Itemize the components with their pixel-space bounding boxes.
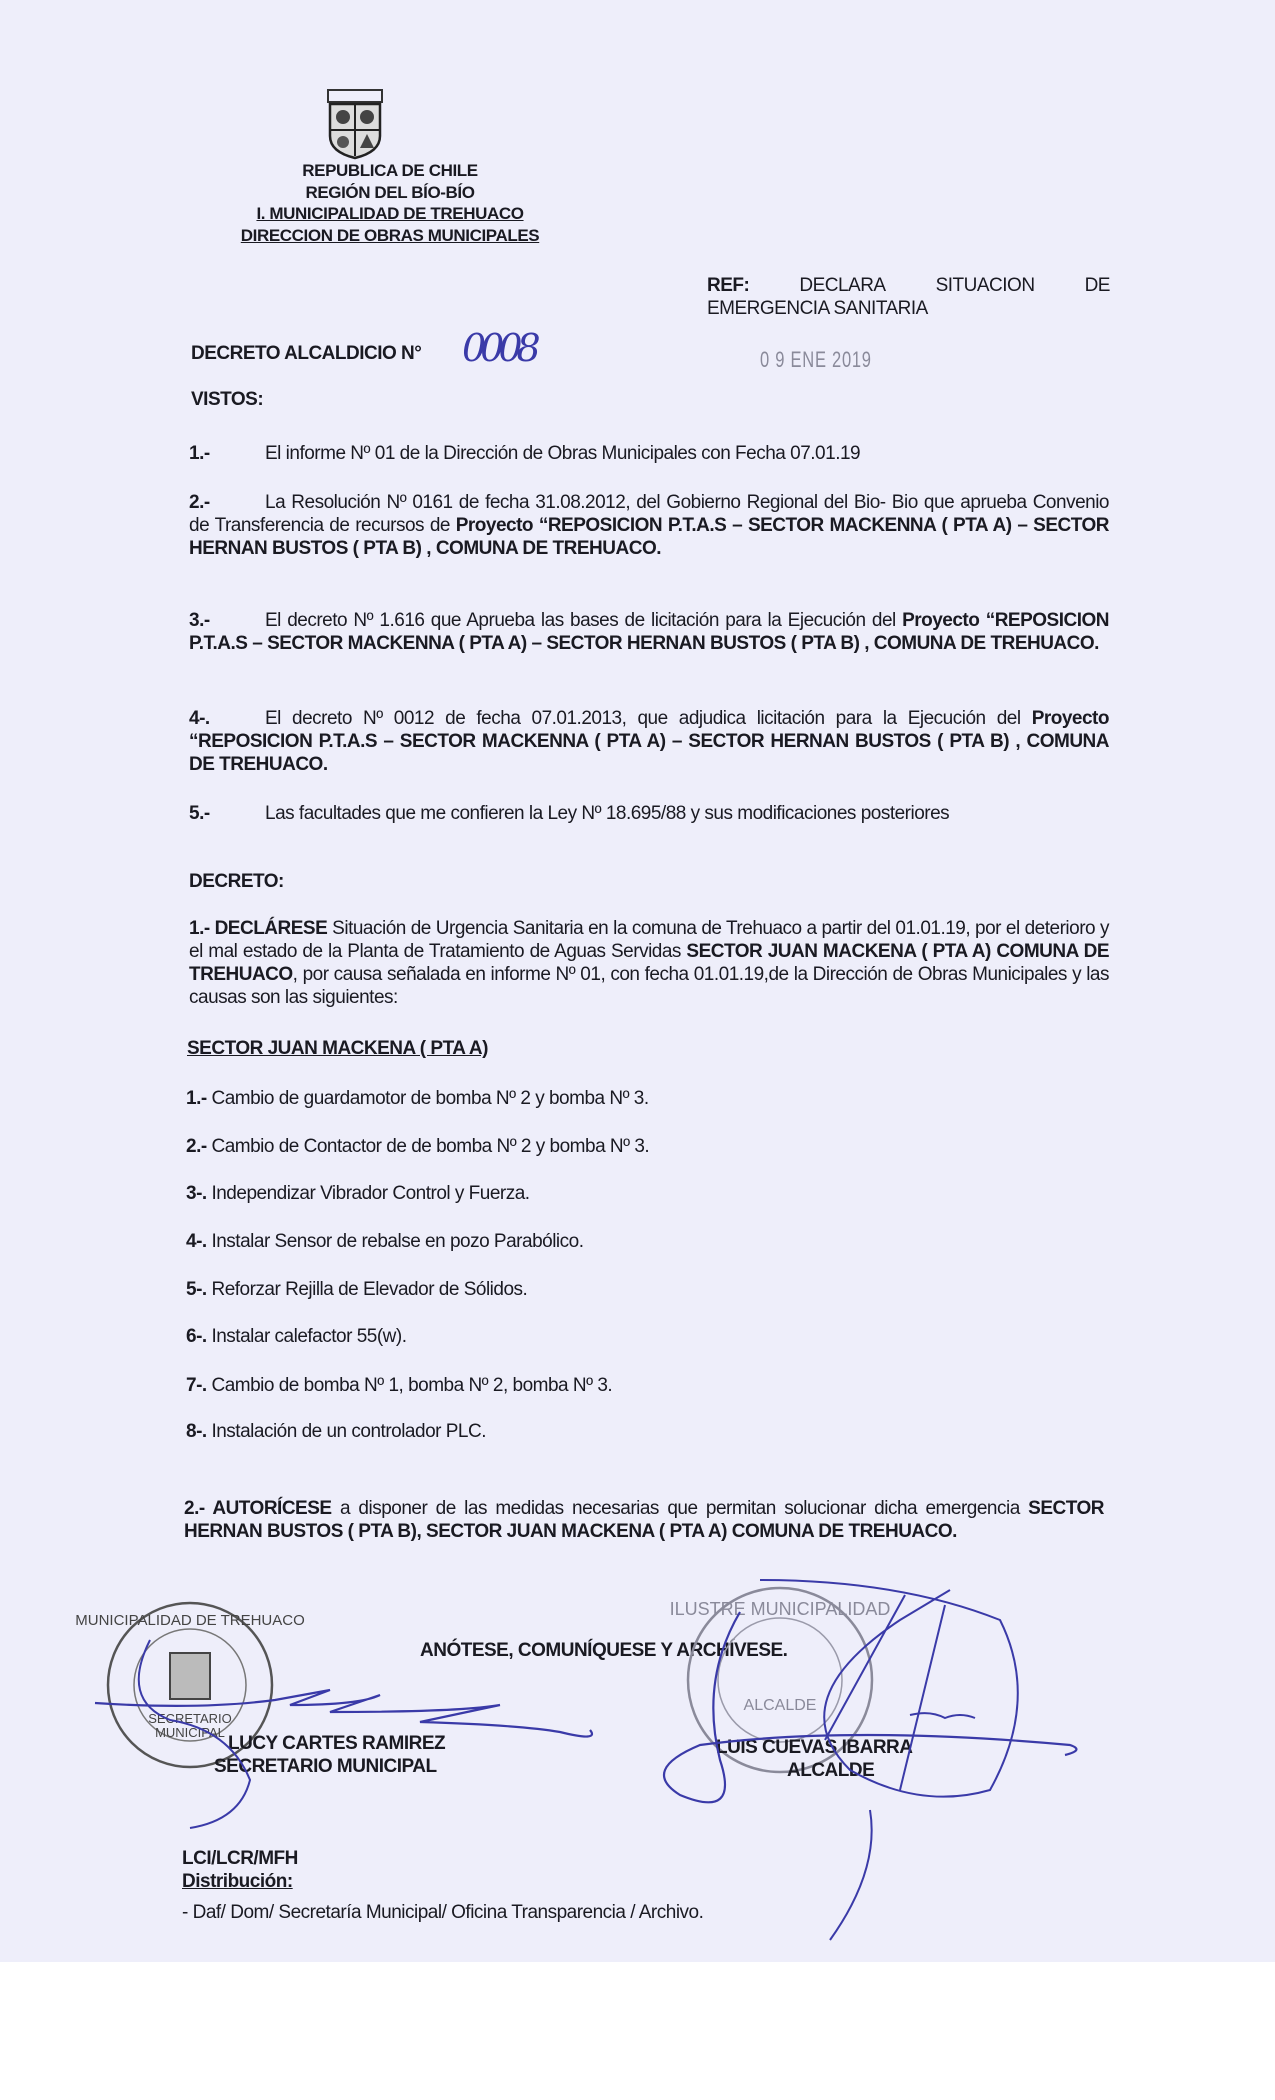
- ref-word: SITUACION: [935, 275, 1035, 296]
- secretary-title: SECRETARIO MUNICIPAL: [214, 1756, 437, 1777]
- ref-line2: EMERGENCIA SANITARIA: [707, 298, 928, 319]
- stamp-text: MUNICIPALIDAD DE TREHUACO: [75, 1612, 305, 1629]
- cause-number: 1.-: [186, 1088, 207, 1109]
- distribution-label: Distribución:: [182, 1871, 293, 1892]
- cause-text: Cambio de Contactor de de bomba Nº 2 y bomba Nº 3.: [206, 1136, 650, 1157]
- item-number: 4-.: [189, 708, 210, 729]
- stamp-text: ALCALDE: [743, 1697, 817, 1714]
- item-text: La Resolución Nº 0161 de fecha 31.08.2012, del Gobierno Regional del Bio- Bio que aprueba Convenio de Transferencia de recursos de: [189, 492, 1109, 536]
- mayor-title: ALCALDE: [787, 1760, 875, 1781]
- cause-number: 3-.: [186, 1183, 207, 1204]
- stamp-text: SECRETARIO: [148, 1711, 232, 1726]
- cause-text: Cambio de guardamotor de bomba Nº 2 y bomba Nº 3.: [206, 1088, 649, 1109]
- ref-word: DECLARA: [799, 275, 886, 296]
- mayor-name: LUIS CUEVAS IBARRA: [716, 1737, 913, 1758]
- stamp-text: MUNICIPAL: [155, 1725, 225, 1740]
- ref-word: DE: [1084, 275, 1110, 296]
- item-text: El decreto Nº 0012 de fecha 07.01.2013, que adjudica licitación para la Ejecución del: [265, 708, 1032, 729]
- article-text: a disponer de las medidas necesarias que permitan solucionar dicha emergencia: [331, 1498, 1029, 1519]
- stamp-text: ILUSTRE MUNICIPALIDAD: [669, 1599, 891, 1619]
- article-keyword: 1.- DECLÁRESE: [189, 918, 328, 939]
- article-sector: SECTOR JUAN MACKENA ( PTA A) COMUNA DE TREHUACO: [189, 941, 1109, 985]
- item-text: El informe Nº 01 de la Dirección de Obras Municipales con Fecha 07.01.19: [265, 443, 861, 464]
- item-number: 2.-: [189, 492, 210, 513]
- article-sector: SECTOR HERNAN BUSTOS ( PTA B), SECTOR JUAN MACKENA ( PTA A) COMUNA DE TREHUACO.: [184, 1498, 1104, 1542]
- ref-label: REF:: [707, 275, 750, 296]
- cause-number: 6-.: [186, 1326, 207, 1347]
- letterhead-region: REGIÓN DEL BÍO-BÍO: [305, 182, 475, 202]
- article-keyword: 2.- AUTORÍCESE: [184, 1498, 332, 1519]
- item-project: Proyecto “REPOSICION P.T.A.S – SECTOR MACKENNA ( PTA A) – SECTOR HERNAN BUSTOS ( PTA B) , COMUNA DE TREHUACO.: [189, 515, 1109, 559]
- cause-text: Cambio de bomba Nº 1, bomba Nº 2, bomba Nº 3.: [206, 1375, 613, 1396]
- initials: LCI/LCR/MFH: [182, 1848, 298, 1869]
- item-text: Las facultades que me confieren la Ley Nº 18.695/88 y sus modificaciones posteriores: [265, 803, 950, 824]
- letterhead-municipality: I. MUNICIPALIDAD DE TREHUACO: [256, 204, 524, 223]
- closing-formula: ANÓTESE, COMUNÍQUESE Y ARCHÍVESE.: [420, 1640, 788, 1661]
- cause-text: Independizar Vibrador Control y Fuerza.: [206, 1183, 530, 1204]
- sector-heading: SECTOR JUAN MACKENA ( PTA A): [187, 1038, 488, 1059]
- decree-title: DECRETO ALCALDICIO N°: [191, 343, 422, 364]
- cause-text: Reforzar Rejilla de Elevador de Sólidos.: [206, 1279, 528, 1300]
- article-text: , por causa señalada en informe Nº 01, con fecha 01.01.19,de la Dirección de Obras Municipales y las causas son las siguientes:: [189, 964, 1109, 1008]
- cause-text: Instalar calefactor 55(w).: [206, 1326, 407, 1347]
- item-text: El decreto Nº 1.616 que Aprueba las bases de licitación para la Ejecución del: [265, 610, 903, 631]
- item-project: Proyecto “REPOSICION P.T.A.S – SECTOR MACKENNA ( PTA A) – SECTOR HERNAN BUSTOS ( PTA B) , COMUNA DE TREHUACO.: [189, 708, 1109, 775]
- cause-number: 8-.: [186, 1421, 207, 1442]
- cause-number: 7-.: [186, 1375, 207, 1396]
- item-number: 1.-: [189, 443, 210, 464]
- item-project: Proyecto “REPOSICION P.T.A.S – SECTOR MACKENNA ( PTA A) – SECTOR HERNAN BUSTOS ( PTA B) , COMUNA DE TREHUACO.: [189, 610, 1109, 654]
- cause-text: Instalación de un controlador PLC.: [206, 1421, 486, 1442]
- vistos-heading: VISTOS:: [191, 389, 264, 410]
- distribution-list: - Daf/ Dom/ Secretaría Municipal/ Oficina Transparencia / Archivo.: [182, 1902, 704, 1923]
- item-number: 3.-: [189, 610, 210, 631]
- cause-text: Instalar Sensor de rebalse en pozo Parabólico.: [206, 1231, 584, 1252]
- secretary-name: LUCY CARTES RAMIREZ: [228, 1733, 446, 1754]
- decree-number-handwritten: 0008: [462, 326, 535, 370]
- date-stamp: 0 9 ENE 2019: [760, 347, 872, 372]
- cause-number: 5-.: [186, 1279, 207, 1300]
- letterhead-country: REPUBLICA DE CHILE: [302, 161, 478, 180]
- decreto-heading: DECRETO:: [189, 871, 284, 892]
- letterhead-department: DIRECCION DE OBRAS MUNICIPALES: [240, 225, 540, 245]
- article-text: Situación de Urgencia Sanitaria en la comuna de Trehuaco a partir del 01.01.19, por el deterioro y el mal estado de la Planta de Tratamiento de Aguas Servidas: [189, 918, 1109, 962]
- cause-number: 4-.: [186, 1231, 207, 1252]
- item-number: 5.-: [189, 803, 210, 824]
- cause-number: 2.-: [186, 1136, 207, 1157]
